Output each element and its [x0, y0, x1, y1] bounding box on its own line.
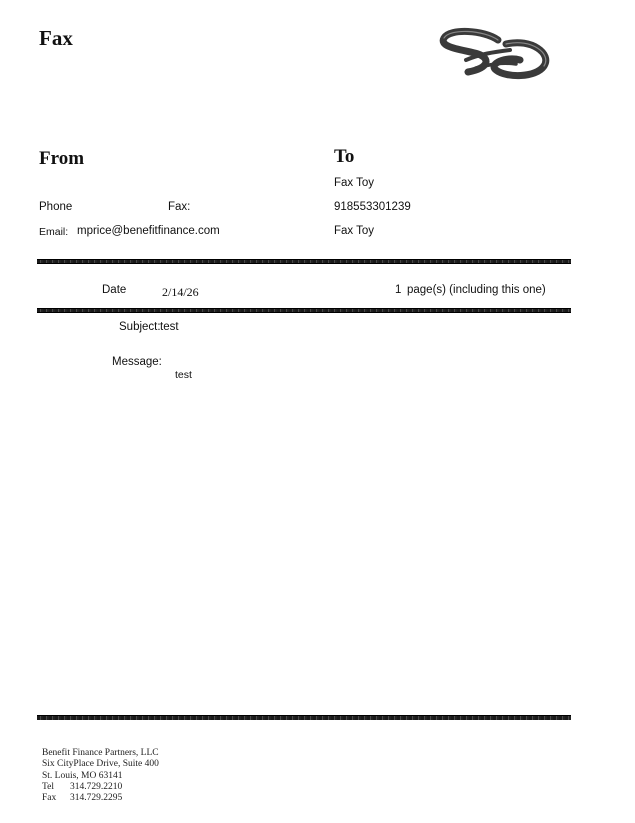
footer-address: [42, 748, 159, 804]
pages-count: 1: [395, 284, 402, 296]
footer-tel-row: [42, 782, 159, 793]
footer-fax-row: [42, 793, 159, 804]
footer-address-line1: Six CityPlace Drive, Suite 400: [42, 759, 159, 770]
date-label: Date: [102, 284, 127, 296]
footer-tel-label: Tel: [42, 781, 54, 792]
phone-label: Phone: [39, 201, 73, 213]
separator-bar-footer: [37, 715, 571, 720]
footer-company: Benefit Finance Partners, LLC: [42, 748, 159, 758]
separator-thin-top: [37, 263, 571, 264]
footer-tel-value: 314.729.2210: [70, 781, 123, 792]
subject-value: test: [160, 321, 179, 333]
footer-address-line2: St. Louis, MO 63141: [42, 770, 123, 781]
from-fax-label: Fax:: [168, 201, 191, 213]
message-value: test: [175, 369, 192, 381]
to-fax-number: 918553301239: [334, 201, 411, 213]
footer-fax-value: 314.729.2295: [70, 793, 123, 804]
email-value: mprice@benefitfinance.com: [77, 225, 220, 237]
separator-thin-middle: [37, 312, 571, 313]
brushstroke-s-logo-icon: [436, 26, 556, 88]
subject-label: Subject:: [119, 321, 161, 333]
from-heading: From: [39, 148, 85, 169]
date-value: 2/14/26: [162, 285, 199, 299]
fax-title: Fax: [39, 26, 73, 50]
footer-fax-label: Fax: [42, 793, 57, 804]
to-name: Fax Toy: [334, 177, 375, 189]
to-heading: To: [334, 146, 355, 167]
to-company: Fax Toy: [334, 225, 375, 237]
message-label: Message:: [112, 356, 162, 368]
email-label: Email:: [39, 226, 69, 238]
pages-label: page(s) (including this one): [407, 284, 546, 296]
